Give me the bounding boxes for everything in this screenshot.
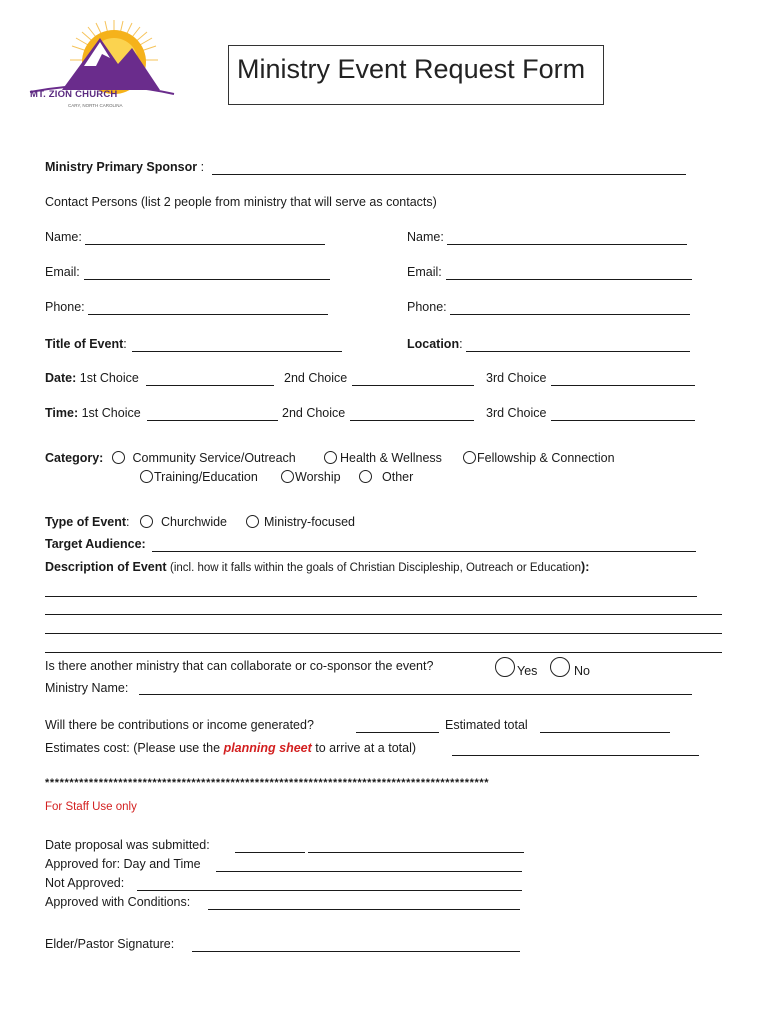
contact1-name-label: Name: bbox=[45, 230, 82, 244]
date-submitted-label: Date proposal was submitted: bbox=[45, 838, 210, 852]
contact2-name-label: Name: bbox=[407, 230, 444, 244]
category-option-fellowship[interactable] bbox=[463, 451, 615, 465]
star-divider: ******************************************************************************************* bbox=[45, 777, 490, 789]
description-label: Description of Event bbox=[45, 560, 167, 574]
description-row bbox=[45, 560, 589, 574]
date-submitted-field-a[interactable] bbox=[235, 852, 305, 853]
page-title: Ministry Event Request Form bbox=[237, 54, 586, 84]
contributions-question: Will there be contributions or income generated? bbox=[45, 718, 314, 732]
contact1-email-field[interactable] bbox=[84, 279, 330, 280]
contact2-phone-field[interactable] bbox=[450, 314, 690, 315]
event-title-field[interactable] bbox=[132, 351, 342, 352]
contact1-name-field[interactable] bbox=[85, 244, 325, 245]
date-second-choice-label: 2nd Choice bbox=[284, 371, 348, 385]
collab-no-option[interactable] bbox=[550, 657, 590, 678]
target-audience-field[interactable] bbox=[152, 551, 696, 552]
sponsor-colon: : bbox=[200, 160, 205, 174]
contact1-phone-label: Phone: bbox=[45, 300, 85, 314]
category-option-community[interactable] bbox=[112, 451, 296, 465]
approved-for-label: Approved for: Day and Time bbox=[45, 857, 201, 871]
target-audience-label: Target Audience: bbox=[45, 537, 146, 551]
collab-yes-label: Yes bbox=[517, 664, 538, 678]
category-option-label: Community Service/Outreach bbox=[132, 451, 296, 465]
estimated-total-label: Estimated total bbox=[445, 718, 528, 732]
description-note: (incl. how it falls within the goals of Christian Discipleship, Outreach or Education bbox=[170, 562, 582, 574]
church-logo bbox=[22, 18, 182, 118]
event-type-option-label: Ministry-focused bbox=[264, 515, 355, 529]
signature-field[interactable] bbox=[192, 951, 520, 952]
location-colon: : bbox=[459, 337, 463, 351]
category-option-label: Health & Wellness bbox=[340, 451, 442, 465]
time-third-choice-label: 3rd Choice bbox=[486, 406, 547, 420]
category-option-training[interactable] bbox=[140, 470, 258, 484]
logo-church-name: MT. ZION CHURCH bbox=[30, 89, 118, 100]
ministry-name-label: Ministry Name: bbox=[45, 681, 129, 695]
radio-circle-icon[interactable] bbox=[495, 657, 515, 677]
radio-circle-icon[interactable] bbox=[324, 451, 337, 464]
approved-for-field[interactable] bbox=[216, 871, 522, 872]
logo-location: CARY, NORTH CAROLINA bbox=[68, 103, 123, 108]
date-second-choice-field[interactable] bbox=[352, 385, 474, 386]
time-second-choice-label: 2nd Choice bbox=[282, 406, 346, 420]
mountain-sun-icon bbox=[22, 18, 182, 98]
signature-label: Elder/Pastor Signature: bbox=[45, 937, 175, 951]
sponsor-label: Ministry Primary Sponsor bbox=[45, 160, 198, 174]
time-first-choice-field[interactable] bbox=[147, 420, 278, 421]
radio-circle-icon[interactable] bbox=[140, 470, 153, 483]
date-third-choice-label: 3rd Choice bbox=[486, 371, 547, 385]
contact1-phone-field[interactable] bbox=[88, 314, 328, 315]
category-option-other[interactable] bbox=[359, 470, 413, 484]
location-row bbox=[407, 337, 463, 351]
approved-conditions-field[interactable] bbox=[208, 909, 520, 910]
location-field[interactable] bbox=[466, 351, 690, 352]
category-option-health[interactable] bbox=[324, 451, 442, 465]
contact1-email-label: Email: bbox=[45, 265, 80, 279]
estimates-cost-prefix: Estimates cost: (Please use the bbox=[45, 741, 221, 755]
date-first-choice-field[interactable] bbox=[146, 385, 274, 386]
event-type-option-label: Churchwide bbox=[161, 515, 228, 529]
collab-yes-option[interactable] bbox=[495, 657, 537, 678]
approved-conditions-label: Approved with Conditions: bbox=[45, 895, 191, 909]
contact2-name-field[interactable] bbox=[447, 244, 687, 245]
description-end: ): bbox=[581, 560, 590, 574]
event-title-colon: : bbox=[123, 337, 127, 351]
planning-sheet-link[interactable]: planning sheet bbox=[223, 741, 312, 755]
estimated-total-field[interactable] bbox=[540, 732, 670, 733]
contact2-phone-label: Phone: bbox=[407, 300, 447, 314]
form-title-box bbox=[228, 45, 604, 105]
contacts-intro: Contact Persons (list 2 people from ministry that will serve as contacts) bbox=[45, 195, 437, 209]
radio-circle-icon[interactable] bbox=[359, 470, 372, 483]
sponsor-row bbox=[45, 160, 204, 174]
collab-no-label: No bbox=[574, 664, 590, 678]
category-option-label: Other bbox=[382, 470, 414, 484]
event-type-option-ministry[interactable] bbox=[246, 515, 355, 529]
description-line-1[interactable] bbox=[45, 596, 697, 597]
event-title-label: Title of Event bbox=[45, 337, 124, 351]
contact2-email-label: Email: bbox=[407, 265, 442, 279]
radio-circle-icon[interactable] bbox=[112, 451, 125, 464]
staff-use-header: For Staff Use only bbox=[45, 801, 137, 813]
event-type-label: Type of Event bbox=[45, 515, 127, 529]
category-option-worship[interactable] bbox=[281, 470, 341, 484]
contributions-field[interactable] bbox=[356, 732, 439, 733]
time-row bbox=[45, 406, 141, 420]
category-option-label: Training/Education bbox=[154, 470, 258, 484]
event-type-colon: : bbox=[126, 515, 130, 529]
location-label: Location bbox=[407, 337, 460, 351]
event-title-row bbox=[45, 337, 127, 351]
estimates-cost-field[interactable] bbox=[452, 755, 699, 756]
category-label: Category: bbox=[45, 451, 104, 465]
event-type-row bbox=[45, 515, 130, 529]
description-line-4[interactable] bbox=[45, 652, 722, 653]
ministry-name-field[interactable] bbox=[139, 694, 692, 695]
time-second-choice-field[interactable] bbox=[350, 420, 474, 421]
radio-circle-icon[interactable] bbox=[281, 470, 294, 483]
radio-circle-icon[interactable] bbox=[463, 451, 476, 464]
not-approved-label: Not Approved: bbox=[45, 876, 125, 890]
date-row bbox=[45, 371, 139, 385]
date-first-choice-label: 1st Choice bbox=[79, 371, 139, 385]
description-line-2[interactable] bbox=[45, 614, 722, 615]
estimates-cost-row bbox=[45, 741, 416, 755]
time-label: Time: bbox=[45, 406, 79, 420]
contact2-email-field[interactable] bbox=[446, 279, 692, 280]
time-first-choice-label: 1st Choice bbox=[81, 406, 141, 420]
date-submitted-field-b[interactable] bbox=[308, 852, 524, 853]
radio-circle-icon[interactable] bbox=[140, 515, 153, 528]
category-option-label: Worship bbox=[295, 470, 341, 484]
sponsor-field[interactable] bbox=[212, 174, 686, 175]
date-third-choice-field[interactable] bbox=[551, 385, 695, 386]
date-label: Date: bbox=[45, 371, 77, 385]
radio-circle-icon[interactable] bbox=[246, 515, 259, 528]
estimates-cost-suffix: to arrive at a total) bbox=[315, 741, 417, 755]
not-approved-field[interactable] bbox=[137, 890, 522, 891]
event-type-option-churchwide[interactable] bbox=[140, 515, 227, 529]
collab-question: Is there another ministry that can collaborate or co-sponsor the event? bbox=[45, 659, 434, 673]
time-third-choice-field[interactable] bbox=[551, 420, 695, 421]
description-line-3[interactable] bbox=[45, 633, 722, 634]
category-option-label: Fellowship & Connection bbox=[477, 451, 615, 465]
radio-circle-icon[interactable] bbox=[550, 657, 570, 677]
